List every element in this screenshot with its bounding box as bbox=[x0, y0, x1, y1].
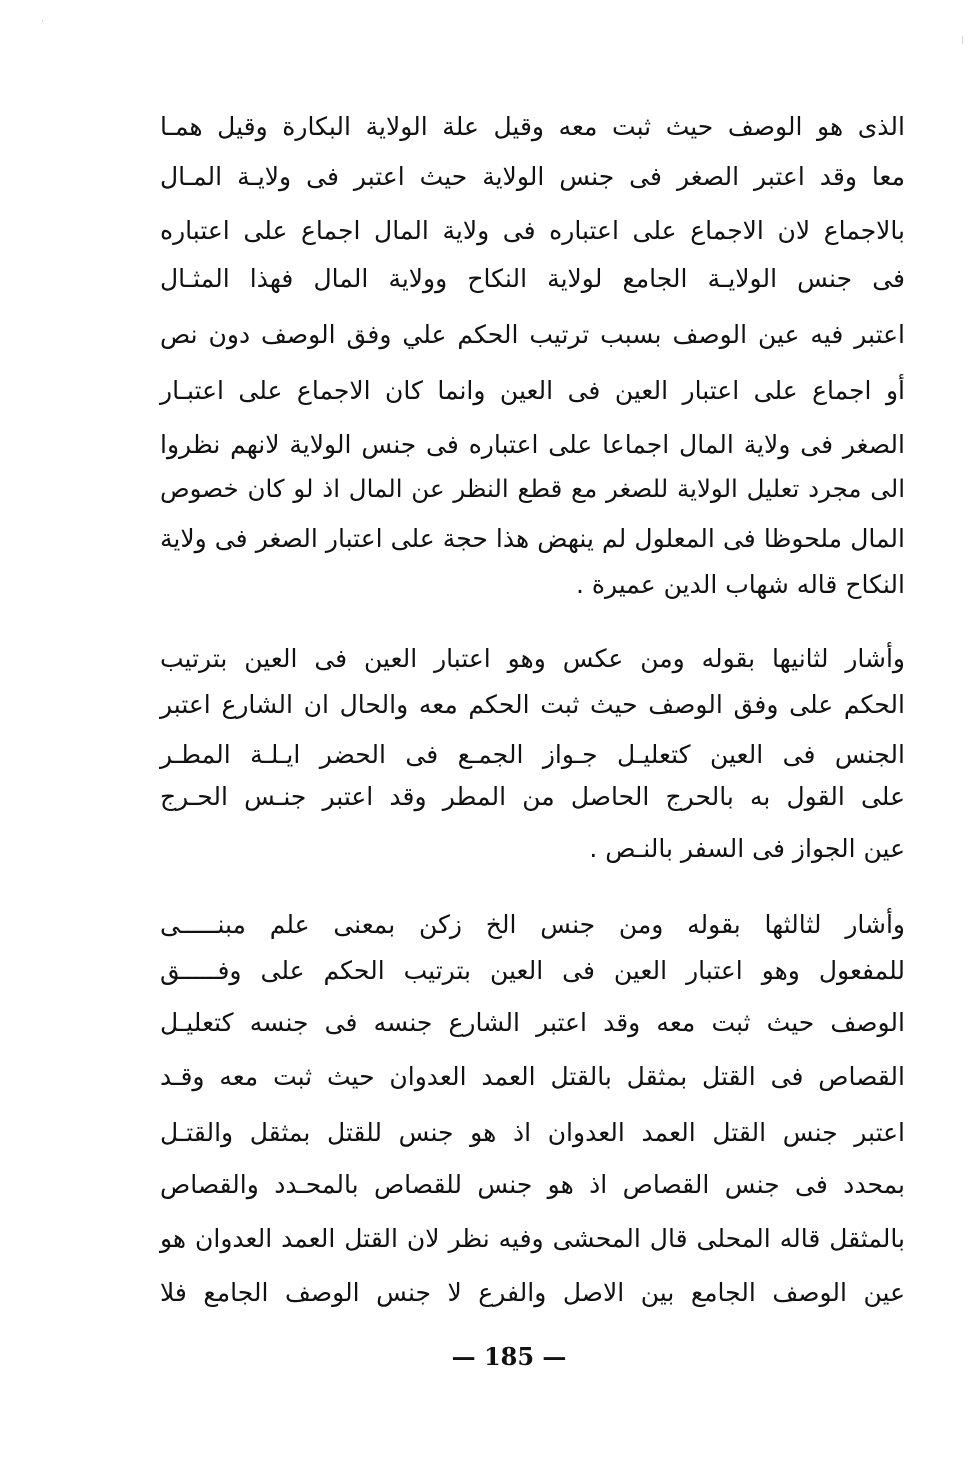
text-line: الجنس فى العين كتعليـل جـواز الجمـع فى الحضر ايـلـة المطـر bbox=[160, 740, 905, 769]
text-line: على القول به بالحرج الحاصل من المطر وقد اعتبر جنـس الحـرج bbox=[160, 782, 905, 811]
text-line: بالمثقل قاله المحلى قال المحشى وفيه نظر لان القتل العمد العدوان هو bbox=[160, 1224, 905, 1253]
text-line: وأشار لثانيها بقوله ومن عكس وهو اعتبار العين فى العين بترتيب bbox=[160, 644, 905, 673]
text-line: للمفعول وهو اعتبار العين فى العين بترتيب الحكم على وفـــــق bbox=[160, 956, 905, 985]
text-line: الصغر فى ولاية المال اجماعا على اعتباره فى جنس الولاية لانهم نظروا bbox=[160, 430, 905, 459]
text-line: بالاجماع لان الاجماع على اعتباره فى ولاية المال اجماع على اعتباره bbox=[160, 216, 905, 245]
scan-edge-mark-right bbox=[962, 36, 963, 44]
scan-edge-mark-left bbox=[42, 20, 43, 22]
text-line: وأشار لثالثها بقوله ومن جنس الخ زكن بمعنى علم مبنـــــى bbox=[160, 910, 905, 939]
text-line: اعتبر جنس القتل العمد العدوان اذ هو جنس للقتل بمثقل والقتـل bbox=[160, 1118, 905, 1147]
text-line: الى مجرد تعليل الولاية للصغر مع قطع النظر عن المال اذ لو كان خصوص bbox=[160, 474, 905, 503]
text-line: اعتبر فيه عين الوصف بسبب ترتيب الحكم علي وفق الوصف دون نص bbox=[160, 320, 905, 349]
text-line: الذى هو الوصف حيث ثبت معه وقيل علة الولاية البكارة وقيل همـا bbox=[160, 112, 905, 141]
text-line: عين الجواز فى السفر بالنـص . bbox=[589, 834, 905, 863]
page-number: — 185 — bbox=[451, 1342, 567, 1371]
text-line: المال ملحوظا فى المعلول لم ينهض هذا حجة على اعتبار الصغر فى ولاية bbox=[160, 524, 905, 553]
text-line: بمحدد فى جنس القصاص اذ هو جنس للقصاص بالمحـدد والقصاص bbox=[160, 1170, 905, 1199]
text-line: أو اجماع على اعتبار العين فى العين وانما كان الاجماع على اعتبـار bbox=[160, 376, 905, 405]
text-line: النكاح قاله شهاب الدين عميرة . bbox=[575, 570, 905, 599]
text-line: القصاص فى القتل بمثقل بالقتل العمد العدوان حيث ثبت معه وقـد bbox=[160, 1062, 905, 1091]
text-line: معا وقد اعتبر الصغر فى جنس الولاية حيث اعتبر فى ولايـة المـال bbox=[160, 162, 905, 191]
text-line: الحكم على وفق الوصف حيث ثبت الحكم معه والحال ان الشارع اعتبر bbox=[160, 690, 905, 719]
text-line: فى جنس الولايـة الجامع لولاية النكاح وولاية المال فهذا المثـال bbox=[160, 264, 905, 293]
text-line: الوصف حيث ثبت معه وقد اعتبر الشارع جنسه فى جنسه كتعليـل bbox=[160, 1008, 905, 1037]
text-line: عين الوصف الجامع بين الاصل والفرع لا جنس الوصف الجامع فلا bbox=[160, 1278, 905, 1307]
